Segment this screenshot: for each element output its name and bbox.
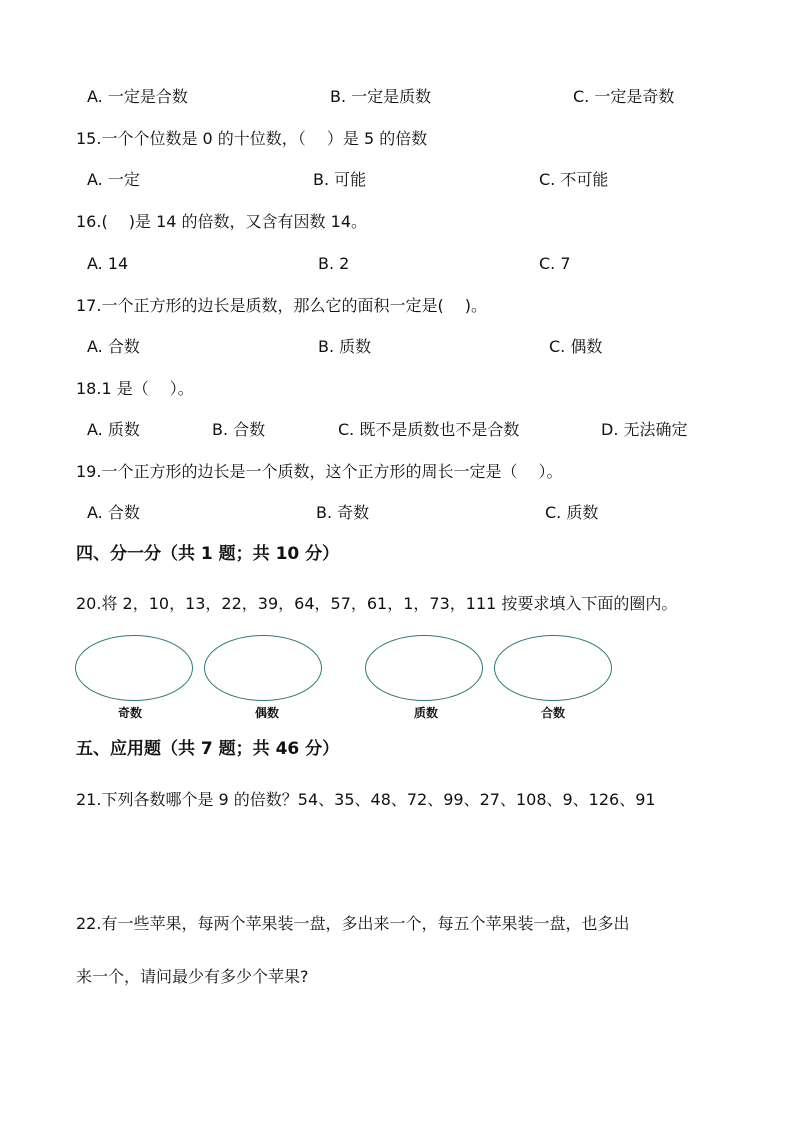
q14-option-b: B. 一定是质数 xyxy=(330,87,432,106)
q14-option-c: C. 一定是奇数 xyxy=(573,87,675,106)
q17-option-c: C. 偶数 xyxy=(549,337,603,356)
q16-option-b: B. 2 xyxy=(318,254,350,273)
section-4-title: 四、分一分（共 1 题；共 10 分） xyxy=(76,544,340,564)
circle-label-composite: 合数 xyxy=(540,706,566,720)
q15-option-b: B. 可能 xyxy=(313,170,367,189)
circle-odd[interactable] xyxy=(75,635,193,701)
q17-option-a: A. 合数 xyxy=(87,337,140,356)
circle-label-even: 偶数 xyxy=(254,706,280,720)
q15-stem: 15.一个个位数是 0 的十位数，（ ）是 5 的倍数 xyxy=(76,129,428,148)
q18-option-b: B. 合数 xyxy=(212,420,266,439)
q19-option-c: C. 质数 xyxy=(545,503,599,522)
circle-composite[interactable] xyxy=(494,635,612,701)
q16-option-a: A. 14 xyxy=(87,254,129,273)
q17-stem: 17.一个正方形的边长是质数，那么它的面积一定是( )。 xyxy=(76,296,488,315)
q19-option-a: A. 合数 xyxy=(87,503,140,522)
circle-prime[interactable] xyxy=(365,635,483,701)
q22-stem-line2: 来一个，请问最少有多少个苹果? xyxy=(76,967,309,986)
q15-option-a: A. 一定 xyxy=(87,170,140,189)
q16-stem: 16.( )是 14 的倍数，又含有因数 14。 xyxy=(76,212,367,231)
q17-option-b: B. 质数 xyxy=(318,337,372,356)
q18-stem: 18.1 是（ ）。 xyxy=(76,379,194,398)
q18-option-a: A. 质数 xyxy=(87,420,140,439)
circle-even[interactable] xyxy=(204,635,322,701)
q20-stem: 20.将 2，10，13，22，39，64，57，61，1，73，111 按要求填入下面的圈内。 xyxy=(76,594,678,613)
q19-stem: 19.一个正方形的边长是一个质数，这个正方形的周长一定是（ ）。 xyxy=(76,462,563,481)
q16-option-c: C. 7 xyxy=(539,254,571,273)
q14-option-a: A. 一定是合数 xyxy=(87,87,188,106)
q18-option-c: C. 既不是质数也不是合数 xyxy=(338,420,520,439)
circle-label-odd: 奇数 xyxy=(117,706,143,720)
q18-option-d: D. 无法确定 xyxy=(601,420,688,439)
q15-option-c: C. 不可能 xyxy=(539,170,609,189)
section-5-title: 五、应用题（共 7 题；共 46 分） xyxy=(76,739,340,759)
q21-stem: 21.下列各数哪个是 9 的倍数？54、35、48、72、99、27、108、9、126、91 xyxy=(76,790,656,809)
q22-stem-line1: 22.有一些苹果，每两个苹果装一盘，多出来一个，每五个苹果装一盘，也多出 xyxy=(76,914,630,933)
q19-option-b: B. 奇数 xyxy=(316,503,370,522)
circle-label-prime: 质数 xyxy=(413,706,439,720)
